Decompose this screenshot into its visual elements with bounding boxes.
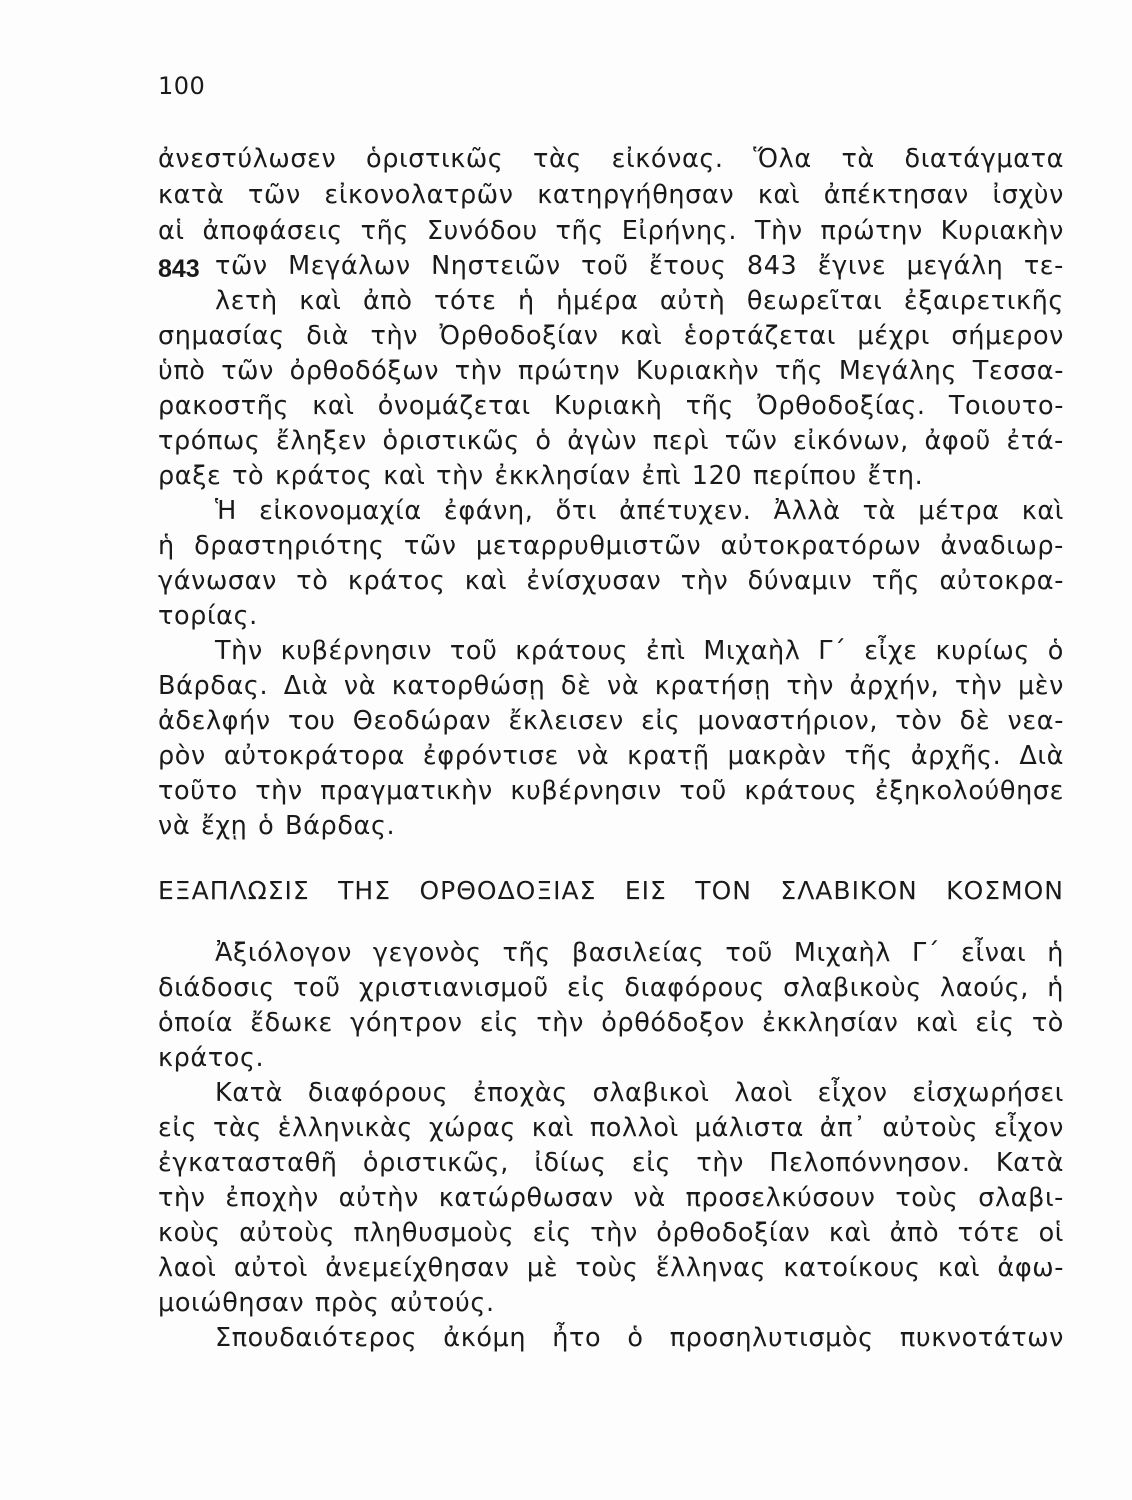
- text-line: μοιώθησαν πρὸς αὐτούς.: [158, 1288, 495, 1318]
- text-line: Κατὰ διαφόρους ἐποχὰς σλαβικοὶ λαοὶ εἶχον εἰσχωρήσει: [215, 1078, 1064, 1108]
- text-line: ὁποία ἔδωκε γόητρον εἰς τὴν ὀρθόδοξον ἐκκλησίαν καὶ εἰς τὸ: [158, 1008, 1064, 1038]
- text-line: τορίας.: [158, 601, 258, 631]
- text-line: τὴν ἐποχὴν αὐτὴν κατώρθωσαν νὰ προσελκύσουν τοὺς σλαβι-: [158, 1183, 1064, 1213]
- text-line: ὑπὸ τῶν ὀρθοδόξων τὴν πρώτην Κυριακὴν τῆς Μεγάλης Τεσσα-: [158, 356, 1064, 386]
- text-line: τῶν Μεγάλων Νηστειῶν τοῦ ἔτους 843 ἔγινε μεγάλη τε-: [215, 251, 1064, 281]
- text-line: Τὴν κυβέρνησιν τοῦ κράτους ἐπὶ Μιχαὴλ Γ΄ εἶχε κυρίως ὁ: [215, 636, 1064, 666]
- text-line: ἀδελφήν του Θεοδώραν ἔκλεισεν εἰς μοναστήριον, τὸν δὲ νεα-: [158, 706, 1064, 736]
- text-line: ἡ δραστηριότης τῶν μεταρρυθμιστῶν αὐτοκρατόρων ἀναδιωρ-: [158, 531, 1064, 561]
- text-line: σημασίας διὰ τὴν Ὀρθοδοξίαν καὶ ἑορτάζεται μέχρι σήμερον: [158, 321, 1064, 351]
- text-line: Σπουδαιότερος ἀκόμη ἦτο ὁ προσηλυτισμὸς πυκνοτάτων: [215, 1323, 1064, 1353]
- text-line: τρόπως ἔληξεν ὁριστικῶς ὁ ἀγὼν περὶ τῶν εἰκόνων, ἀφοῦ ἐτά-: [158, 426, 1064, 456]
- text-line: Βάρδας. Διὰ νὰ κατορθώσῃ δὲ νὰ κρατήσῃ τὴν ἀρχήν, τὴν μὲν: [158, 671, 1064, 701]
- text-line: Ἡ εἰκονομαχία ἐφάνη, ὅτι ἀπέτυχεν. Ἀλλὰ τὰ μέτρα καὶ: [215, 496, 1064, 526]
- text-line: ρὸν αὐτοκράτορα ἐφρόντισε νὰ κρατῇ μακρὰν τῆς ἀρχῆς. Διὰ: [158, 741, 1064, 771]
- text-line: εἰς τὰς ἑλληνικὰς χώρας καὶ πολλοὶ μάλιστα ἀπ᾽ αὐτοὺς εἶχον: [158, 1113, 1064, 1143]
- text-line: αἱ ἀποφάσεις τῆς Συνόδου τῆς Εἰρήνης. Τὴν πρώτην Κυριακὴν: [158, 216, 1064, 246]
- text-line: κοὺς αὐτοὺς πληθυσμοὺς εἰς τὴν ὀρθοδοξίαν καὶ ἀπὸ τότε οἱ: [158, 1218, 1064, 1248]
- text-line: διάδοσις τοῦ χριστιανισμοῦ εἰς διαφόρους σλαβικοὺς λαούς, ἡ: [158, 973, 1064, 1003]
- text-line: Ἀξιόλογον γεγονὸς τῆς βασιλείας τοῦ Μιχαὴλ Γ΄ εἶναι ἡ: [215, 938, 1064, 968]
- page-number: 100: [158, 72, 206, 100]
- text-line: νὰ ἔχῃ ὁ Βάρδας.: [158, 811, 396, 841]
- text-line: λαοὶ αὐτοὶ ἀνεμείχθησαν μὲ τοὺς ἕλληνας κατοίκους καὶ ἀφω-: [158, 1253, 1064, 1283]
- text-line: γάνωσαν τὸ κράτος καὶ ἐνίσχυσαν τὴν δύναμιν τῆς αὐτοκρα-: [158, 566, 1064, 596]
- text-line: κατὰ τῶν εἰκονολατρῶν κατηργήθησαν καὶ ἀπέκτησαν ἰσχὺν: [158, 180, 1064, 210]
- text-line: λετὴ καὶ ἀπὸ τότε ἡ ἡμέρα αὐτὴ θεωρεῖται ἐξαιρετικῆς: [215, 286, 1064, 316]
- text-line: ραξε τὸ κράτος καὶ τὴν ἐκκλησίαν ἐπὶ 120 περίπου ἔτη.: [158, 461, 924, 491]
- text-line: ἐγκατασταθῆ ὁριστικῶς, ἰδίως εἰς τὴν Πελοπόννησον. Κατὰ: [158, 1148, 1064, 1178]
- margin-year-note: 843: [158, 255, 200, 283]
- text-line: ρακοστῆς καὶ ὀνομάζεται Κυριακὴ τῆς Ὀρθοδοξίας. Τοιουτο-: [158, 391, 1064, 421]
- text-line: κράτος.: [158, 1043, 265, 1073]
- text-line: τοῦτο τὴν πραγματικὴν κυβέρνησιν τοῦ κράτους ἐξηκολούθησε: [158, 776, 1064, 806]
- text-line: ἀνεστύλωσεν ὁριστικῶς τὰς εἰκόνας. Ὅλα τὰ διατάγματα: [158, 144, 1064, 174]
- section-heading: ΕΞΑΠΛΩΣΙΣ ΤΗΣ ΟΡΘΟΔΟΞΙΑΣ ΕΙΣ ΤΟΝ ΣΛΑΒΙΚΟΝ ΚΟΣΜΟΝ: [158, 876, 1064, 905]
